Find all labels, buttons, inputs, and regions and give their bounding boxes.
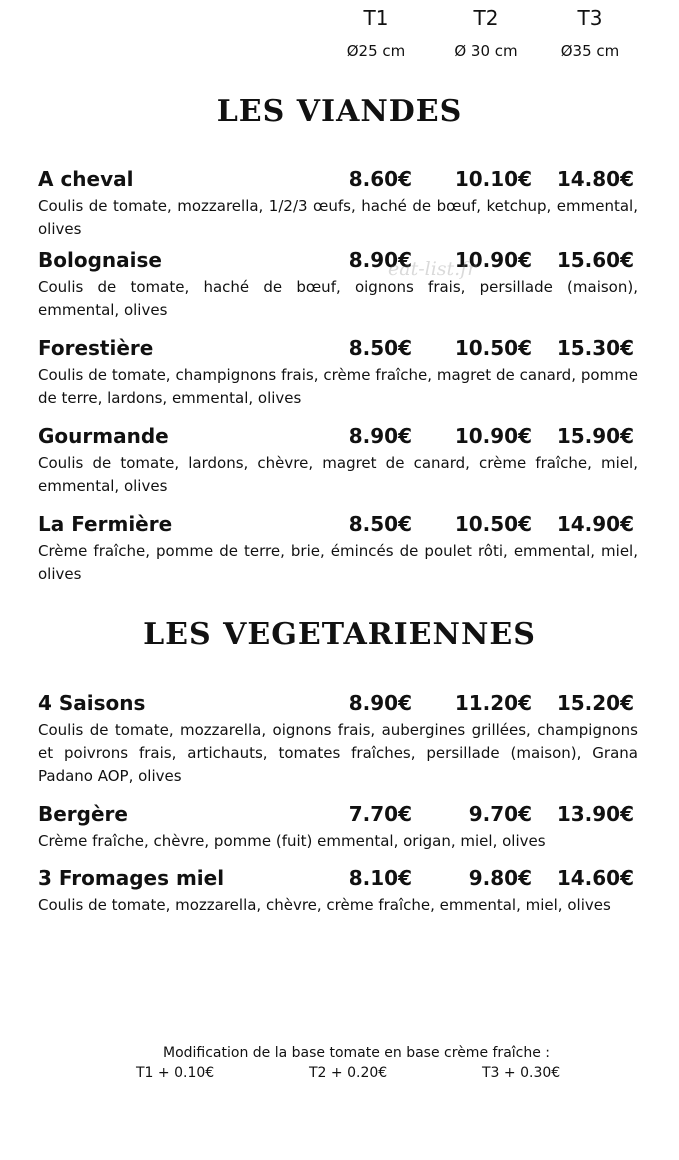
menu-item [38,165,638,241]
price-t2: 10.50€ [454,512,532,536]
item-name: Forestière [38,336,154,360]
price-t2: 10.90€ [454,248,532,272]
item-name: Gourmande [38,424,169,448]
menu-item [38,864,638,917]
price-t3: 13.90€ [556,802,634,826]
menu-item [38,510,638,586]
size-t3 [545,6,635,62]
size-diameter: Ø25 cm [346,42,406,60]
item-description: Crème fraîche, chèvre, pomme (fuit) emmental, origan, miel, olives [38,832,546,850]
size-t2 [441,6,531,62]
section-title-vegetariennes: LES VEGETARIENNES [143,617,536,652]
price-t1: 7.70€ [348,802,412,826]
item-description: Coulis de tomate, lardons, chèvre, magret de canard, crème fraîche, miel, emmental, olives [38,454,638,495]
item-name: Bergère [38,802,128,826]
price-t1: 8.90€ [348,248,412,272]
size-label: T1 [363,6,389,30]
size-label: T2 [473,6,499,30]
section-title-viandes: LES VIANDES [216,94,463,129]
size-t1 [331,6,421,62]
price-t1: 8.10€ [348,866,412,890]
menu-item [38,800,638,853]
size-diameter: Ø35 cm [560,42,620,60]
price-t3: 15.90€ [556,424,634,448]
size-diameter: Ø 30 cm [454,42,518,60]
item-description: Coulis de tomate, champignons frais, crème fraîche, magret de canard, pomme de terre, lardons, emmental, olives [38,366,638,407]
price-t3: 15.20€ [556,691,634,715]
item-name: A cheval [38,167,134,191]
watermark-text: eat-list.fr [388,258,477,280]
price-t3: 14.60€ [556,866,634,890]
item-name: La Fermière [38,512,173,536]
price-t1: 8.50€ [348,512,412,536]
item-description: Crème fraîche, pomme de terre, brie, émincés de poulet rôti, emmental, miel, olives [38,542,638,583]
item-description: Coulis de tomate, haché de bœuf, oignons frais, persillade (maison), emmental, olives [38,278,638,319]
price-t2: 10.10€ [454,167,532,191]
price-t3: 15.60€ [556,248,634,272]
price-t3: 14.80€ [556,167,634,191]
price-t1: 8.90€ [348,424,412,448]
price-t2: 9.70€ [468,802,532,826]
menu-item [38,689,638,788]
menu-item [38,334,638,410]
menu-item [38,422,638,498]
footer-option-t1: T1 + 0.10€ [136,1065,215,1081]
item-description: Coulis de tomate, mozzarella, oignons frais, aubergines grillées, champignons et poivrons frais, artichauts, tomates fraîches, persillade (maison), Grana Padano AOP, olives [38,721,638,785]
base-modification-note [0,1042,679,1088]
price-t2: 9.80€ [468,866,532,890]
price-t2: 11.20€ [454,691,532,715]
price-t1: 8.90€ [348,691,412,715]
item-description: Coulis de tomate, mozzarella, chèvre, crème fraîche, emmental, miel, olives [38,896,611,914]
footer-title: Modification de la base tomate en base crème fraîche : [162,1045,551,1061]
item-description: Coulis de tomate, mozzarella, 1/2/3 œufs, haché de bœuf, ketchup, emmental, olives [38,197,638,238]
item-name: Bolognaise [38,248,162,272]
price-t3: 14.90€ [556,512,634,536]
price-t1: 8.50€ [348,336,412,360]
item-name: 3 Fromages miel [38,866,225,890]
footer-option-t3: T3 + 0.30€ [482,1065,561,1081]
size-header [0,6,679,66]
item-name: 4 Saisons [38,691,146,715]
price-t2: 10.50€ [454,336,532,360]
price-t3: 15.30€ [556,336,634,360]
size-label: T3 [577,6,603,30]
footer-option-t2: T2 + 0.20€ [309,1065,388,1081]
price-t1: 8.60€ [348,167,412,191]
price-t2: 10.90€ [454,424,532,448]
menu-item [38,246,638,322]
